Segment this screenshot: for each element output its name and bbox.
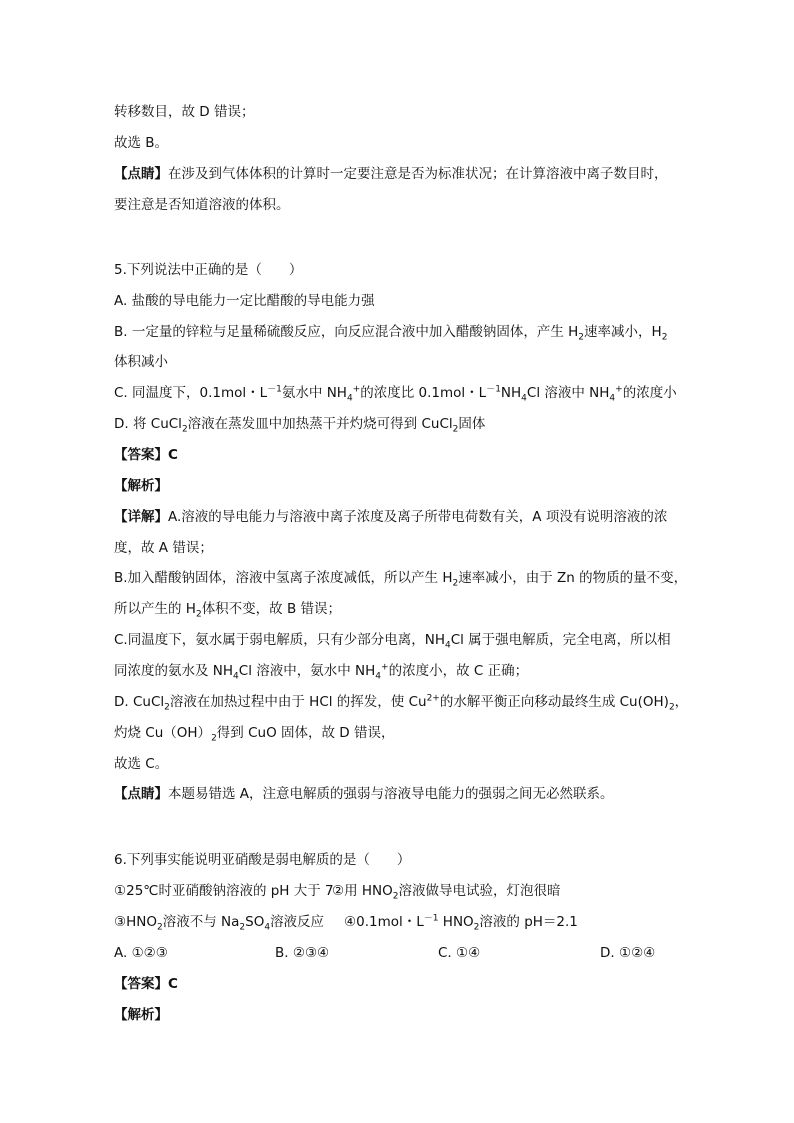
question-5-option-c: C. 同温度下，0.1mol・$L^{-1}$氨水中 $NH_4^+$的浓度比 0.1mol・$L^{-1}NH_4Cl$ 溶液中 $NH_4^+$的浓度小 [114,384,677,404]
text-line: 所以产生的 $H_2$体积不变，故 B 错误； [114,601,342,620]
question-5-stem: 5.下列说法中正确的是（ ） [114,262,303,278]
question-6-option-c: C. ①④ [438,945,481,961]
question-5-answer: 【答案】C [114,447,178,463]
question-6-analysis-heading: 【解析】 [114,1007,168,1023]
question-6-stem: 6.下列事实能说明亚硝酸是弱电解质的是（ ） [114,852,411,868]
text-line: 转移数目，故 D 错误； [114,104,255,120]
text-line: 故选 B。 [114,135,169,151]
question-5-detail: 【详解】A.溶液的导电能力与溶液中离子浓度及离子所带电荷数有关，A 项没有说明溶液的浓 [114,509,668,525]
question-6-options [114,943,674,963]
text-line: B.加入醋酸钠固体，溶液中氢离子浓度减低，所以产生 $H_2$速率减小，由于 Zn 的物质的量不变， [114,570,688,589]
question-6-statements-3-4: $③HNO_2$溶液不与 $Na_2SO_4$溶液反应 ④0.1mol・$L^{-1}$ $HNO_2$溶液的 pH＝2.1 [114,913,578,933]
text-line: 要注意是否知道溶液的体积。 [114,197,290,213]
question-5-option-a: A. 盐酸的导电能力一定比醋酸的导电能力强 [114,293,375,309]
text-line: 故选 C。 [114,756,169,772]
question-5-option-d: D. 将 CuCl$_2$溶液在蒸发皿中加热蒸干并灼烧可得到 CuCl$_2$固体 [114,416,486,435]
question-6-statements-1-2: ①25℃时亚硝酸钠溶液的 pH 大于 7 ②用 $HNO_2$溶液做导电试验，灯泡很暗 [114,883,561,902]
text-line: D. CuCl$_2$溶液在加热过程中由于 HCl 的挥发，使 $Cu^{2+}$的水解平衡正向移动最终生成 $Cu(OH)_2$， [114,693,689,713]
question-6-option-b: B. ②③④ [275,945,330,961]
tip-line: 【点睛】在涉及到气体体积的计算时一定要注意是否为标准状况；在计算溶液中离子数目时， [114,166,668,182]
question-5-option-b: B. 一定量的锌粒与足量稀硫酸反应，向反应混合液中加入醋酸钠固体，产生 $H_2$速率减小，$H_2$ [114,324,668,343]
question-5-option-b-cont: 体积减小 [114,354,168,370]
question-6-option-a: A. ①②③ [114,945,168,961]
question-5-analysis-heading: 【解析】 [114,478,168,494]
text-line: C.同温度下，氨水属于弱电解质，只有少部分电离，$NH_4Cl$ 属于强电解质，完全电离，所以相 [114,632,671,651]
text-line: 度，故 A 错误； [114,540,213,556]
question-5-tip: 【点睛】本题易错选 A，注意电解质的强弱与溶液导电能力的强弱之间无必然联系。 [114,786,614,802]
question-6-answer: 【答案】C [114,976,178,992]
text-line: 同浓度的氨水及 $NH_4Cl$ 溶液中，氨水中 $NH_4^+$的浓度小，故 C 正确； [114,662,529,682]
question-6-option-d: D. ①②④ [600,945,656,961]
text-line: 灼烧 $Cu(OH)_2$得到 CuO 固体，故 D 错误， [114,725,395,744]
